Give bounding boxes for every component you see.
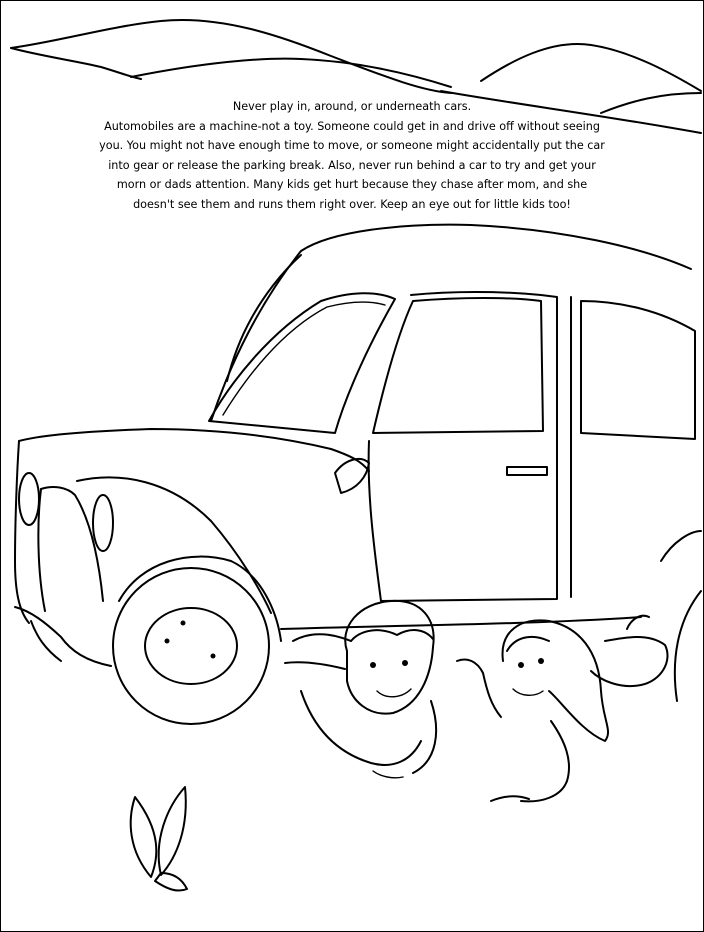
caption-line: doesn't see them and runs them right over. Keep an eye out for little kids too! xyxy=(133,197,571,211)
caption-line: you. You might not have enough time to move, or someone might accidentally put the car xyxy=(99,139,605,152)
girl-figure xyxy=(457,616,668,802)
caption-line: into gear or release the parking break. Also, never run behind a car to try and get your xyxy=(108,158,596,172)
caption-line: Automobiles are a machine-not a toy. Someone could get in and drive off without seeing xyxy=(104,119,600,133)
leaves-drawing xyxy=(131,787,187,891)
caption-line: morn or dads attention. Many kids get hurt because they chase after mom, and she xyxy=(116,178,588,191)
caption-line: Never play in, around, or underneath cars. xyxy=(232,100,472,113)
safety-caption xyxy=(21,97,683,214)
car-outline xyxy=(15,225,701,724)
